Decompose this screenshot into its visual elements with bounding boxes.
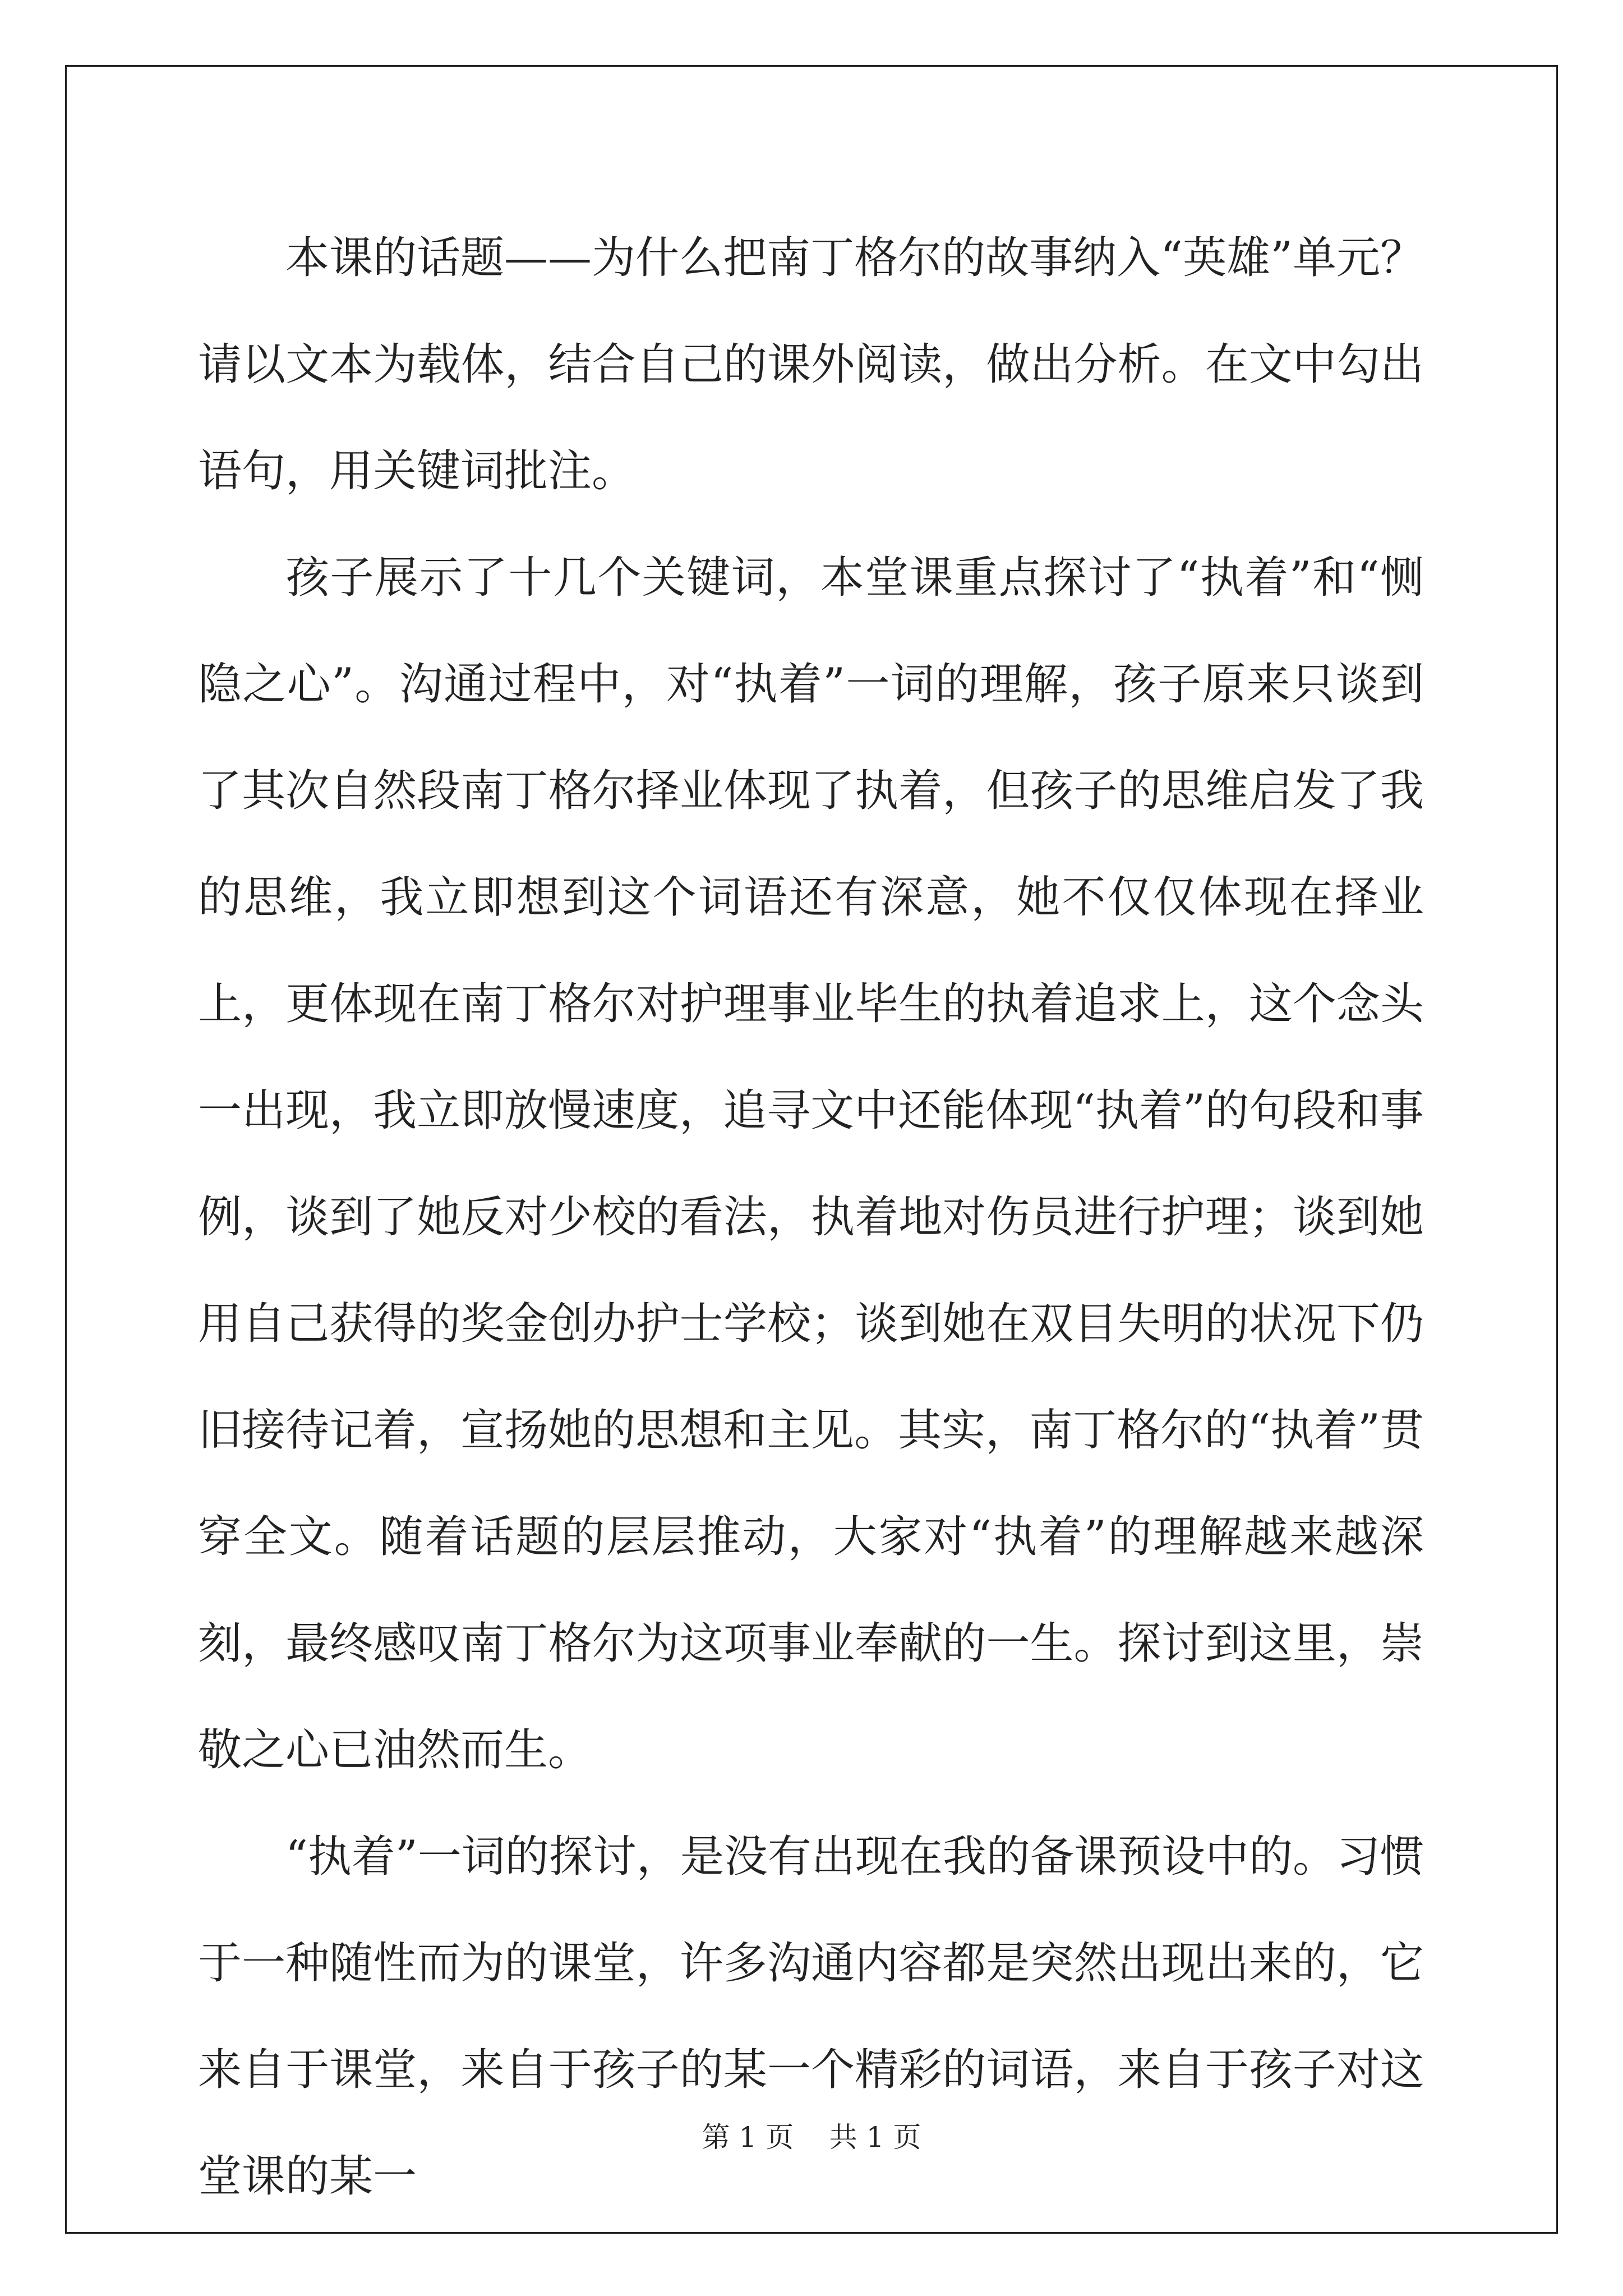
document-body xyxy=(198,205,1424,2230)
paragraph-1: 本课的话题——为什么把南丁格尔的故事纳入“英雄”单元？请以文本为载体，结合自己的课外阅读，做出分析。在文中勾出语句，用关键词批注。 xyxy=(198,233,1424,496)
paragraph-3: “执着”一词的探讨，是没有出现在我的备课预设中的。习惯于一种随性而为的课堂，许多沟通内容都是突然出现出来的，它来自于课堂，来自于孩子的某一个精彩的词语，来自于孩子对这堂课的某一 xyxy=(198,1832,1424,2202)
paragraph-2: 孩子展示了十几个关键词，本堂课重点探讨了“执着”和“恻隐之心”。沟通过程中，对“执着”一词的理解，孩子原来只谈到了其次自然段南丁格尔择业体现了执着，但孩子的思维启发了我的思维，我立即想到这个词语还有深意，她不仅仅体现在择业上，更体现在南丁格尔对护理事业毕生的执着追求上，这个念头一出现，我立即放慢速度，追寻文中还能体现“执着”的句段和事例，谈到了她反对少校的看法，执着地对伤员进行护理；谈到她用自己获得的奖金创办护士学校；谈到她在双目失明的状况下仍旧接待记着，宣扬她的思想和主见。其实，南丁格尔的“执着”贯穿全文。随着话题的层层推动，大家对“执着”的理解越来越深刻，最终感叹南丁格尔为这项事业奉献的一生。探讨到这里，崇敬之心已油然而生。 xyxy=(198,553,1424,1775)
page-footer: 第 1 页 共 1 页 xyxy=(702,2121,921,2154)
